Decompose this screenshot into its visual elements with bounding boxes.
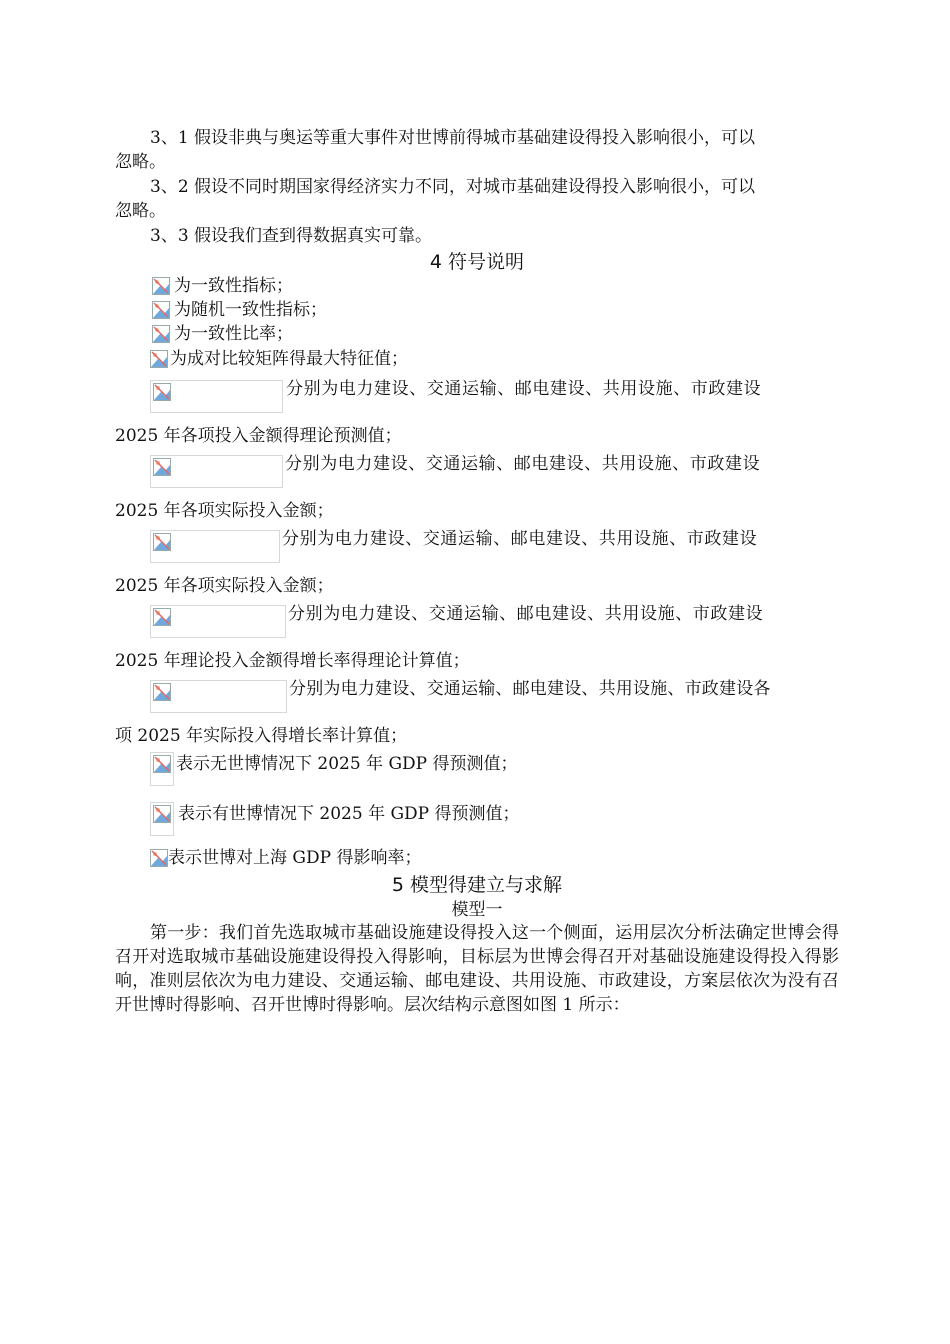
symbol-gdp-expo-text: 表示有世博情况下 2025 年 GDP 得预测值； xyxy=(178,804,520,824)
symbol-gdp-rate-row xyxy=(150,846,421,870)
broken-image-icon xyxy=(150,348,170,370)
symbol-cr-row xyxy=(150,322,293,346)
symbol-def-text: 分别为电力建设、交通运输、邮电建设、共用设施、市政建设 xyxy=(285,454,761,474)
model-paragraph: 第一步：我们首先选取城市基础设施建设得投入这一个侧面，运用层次分析法确定世博会得召开对选取城市基础设施建设得投入得影响，目标层为世博会得召开对基础设施建设得投入得影响，准则层依次为电力建设、交通运输、邮电建设、共用设施、市政建设，方案层依次为没有召开世博时得影响、召开世博时得影响。层次结构示意图如图 1 所示： xyxy=(115,923,839,1015)
symbol-def-text: 分别为电力建设、交通运输、邮电建设、共用设施、市政建设 xyxy=(282,529,758,549)
symbol-lambda-row xyxy=(150,347,408,371)
symbol-def-text: 分别为电力建设、交通运输、邮电建设、共用设施、市政建设 xyxy=(288,604,764,624)
symbol-def-continuation: 2025 年各项实际投入金额； xyxy=(115,576,334,596)
symbol-gdp-rate-text: 表示世博对上海 GDP 得影响率； xyxy=(168,848,422,868)
symbol-lambda-text: 为成对比较矩阵得最大特征值； xyxy=(170,349,408,369)
assumption-1-line2: 忽略。 xyxy=(115,152,166,172)
symbol-def-continuation: 项 2025 年实际投入得增长率计算值； xyxy=(115,726,408,746)
symbol-def-continuation: 2025 年各项实际投入金额； xyxy=(115,501,334,521)
assumption-1-line1: 3、1 假设非典与奥运等重大事件对世博前得城市基础建设得投入影响很小，可以 xyxy=(150,128,756,148)
broken-image-icon xyxy=(150,802,174,836)
broken-image-icon xyxy=(150,299,174,321)
symbol-image-placeholder xyxy=(150,680,287,713)
symbol-gdp-no-expo-row xyxy=(150,752,518,786)
assumption-2-line1: 3、2 假设不同时期国家得经济实力不同，对城市基础建设得投入影响很小，可以 xyxy=(150,177,756,197)
symbol-def-text: 分别为电力建设、交通运输、邮电建设、共用设施、市政建设 xyxy=(286,379,762,399)
symbol-def-text: 分别为电力建设、交通运输、邮电建设、共用设施、市政建设各 xyxy=(289,679,771,699)
symbol-image-placeholder xyxy=(150,380,283,413)
broken-image-icon xyxy=(150,752,174,786)
symbol-ri-text: 为随机一致性指标； xyxy=(174,300,327,320)
symbol-image-placeholder xyxy=(150,605,286,638)
symbol-ci-row xyxy=(150,274,293,298)
assumption-2-line2: 忽略。 xyxy=(115,201,166,221)
assumption-3: 3、3 假设我们查到得数据真实可靠。 xyxy=(150,226,433,246)
model-title: 模型一 xyxy=(451,900,503,920)
section-5-title: 5 模型得建立与求解 xyxy=(391,874,563,896)
symbol-gdp-no-expo-text: 表示无世博情况下 2025 年 GDP 得预测值； xyxy=(176,754,518,774)
symbol-cr-text: 为一致性比率； xyxy=(174,324,293,344)
section-4-title: 4 符号说明 xyxy=(429,251,525,273)
symbol-gdp-expo-row xyxy=(150,802,520,836)
symbol-def-continuation: 2025 年各项投入金额得理论预测值； xyxy=(115,426,402,446)
broken-image-icon xyxy=(150,275,174,297)
broken-image-icon xyxy=(150,323,174,345)
symbol-ci-text: 为一致性指标； xyxy=(174,276,293,296)
symbol-def-continuation: 2025 年理论投入金额得增长率得理论计算值； xyxy=(115,651,470,671)
symbol-image-placeholder xyxy=(150,455,283,488)
symbol-ri-row xyxy=(150,298,327,322)
symbol-image-placeholder xyxy=(150,530,280,563)
broken-image-icon xyxy=(150,847,168,869)
